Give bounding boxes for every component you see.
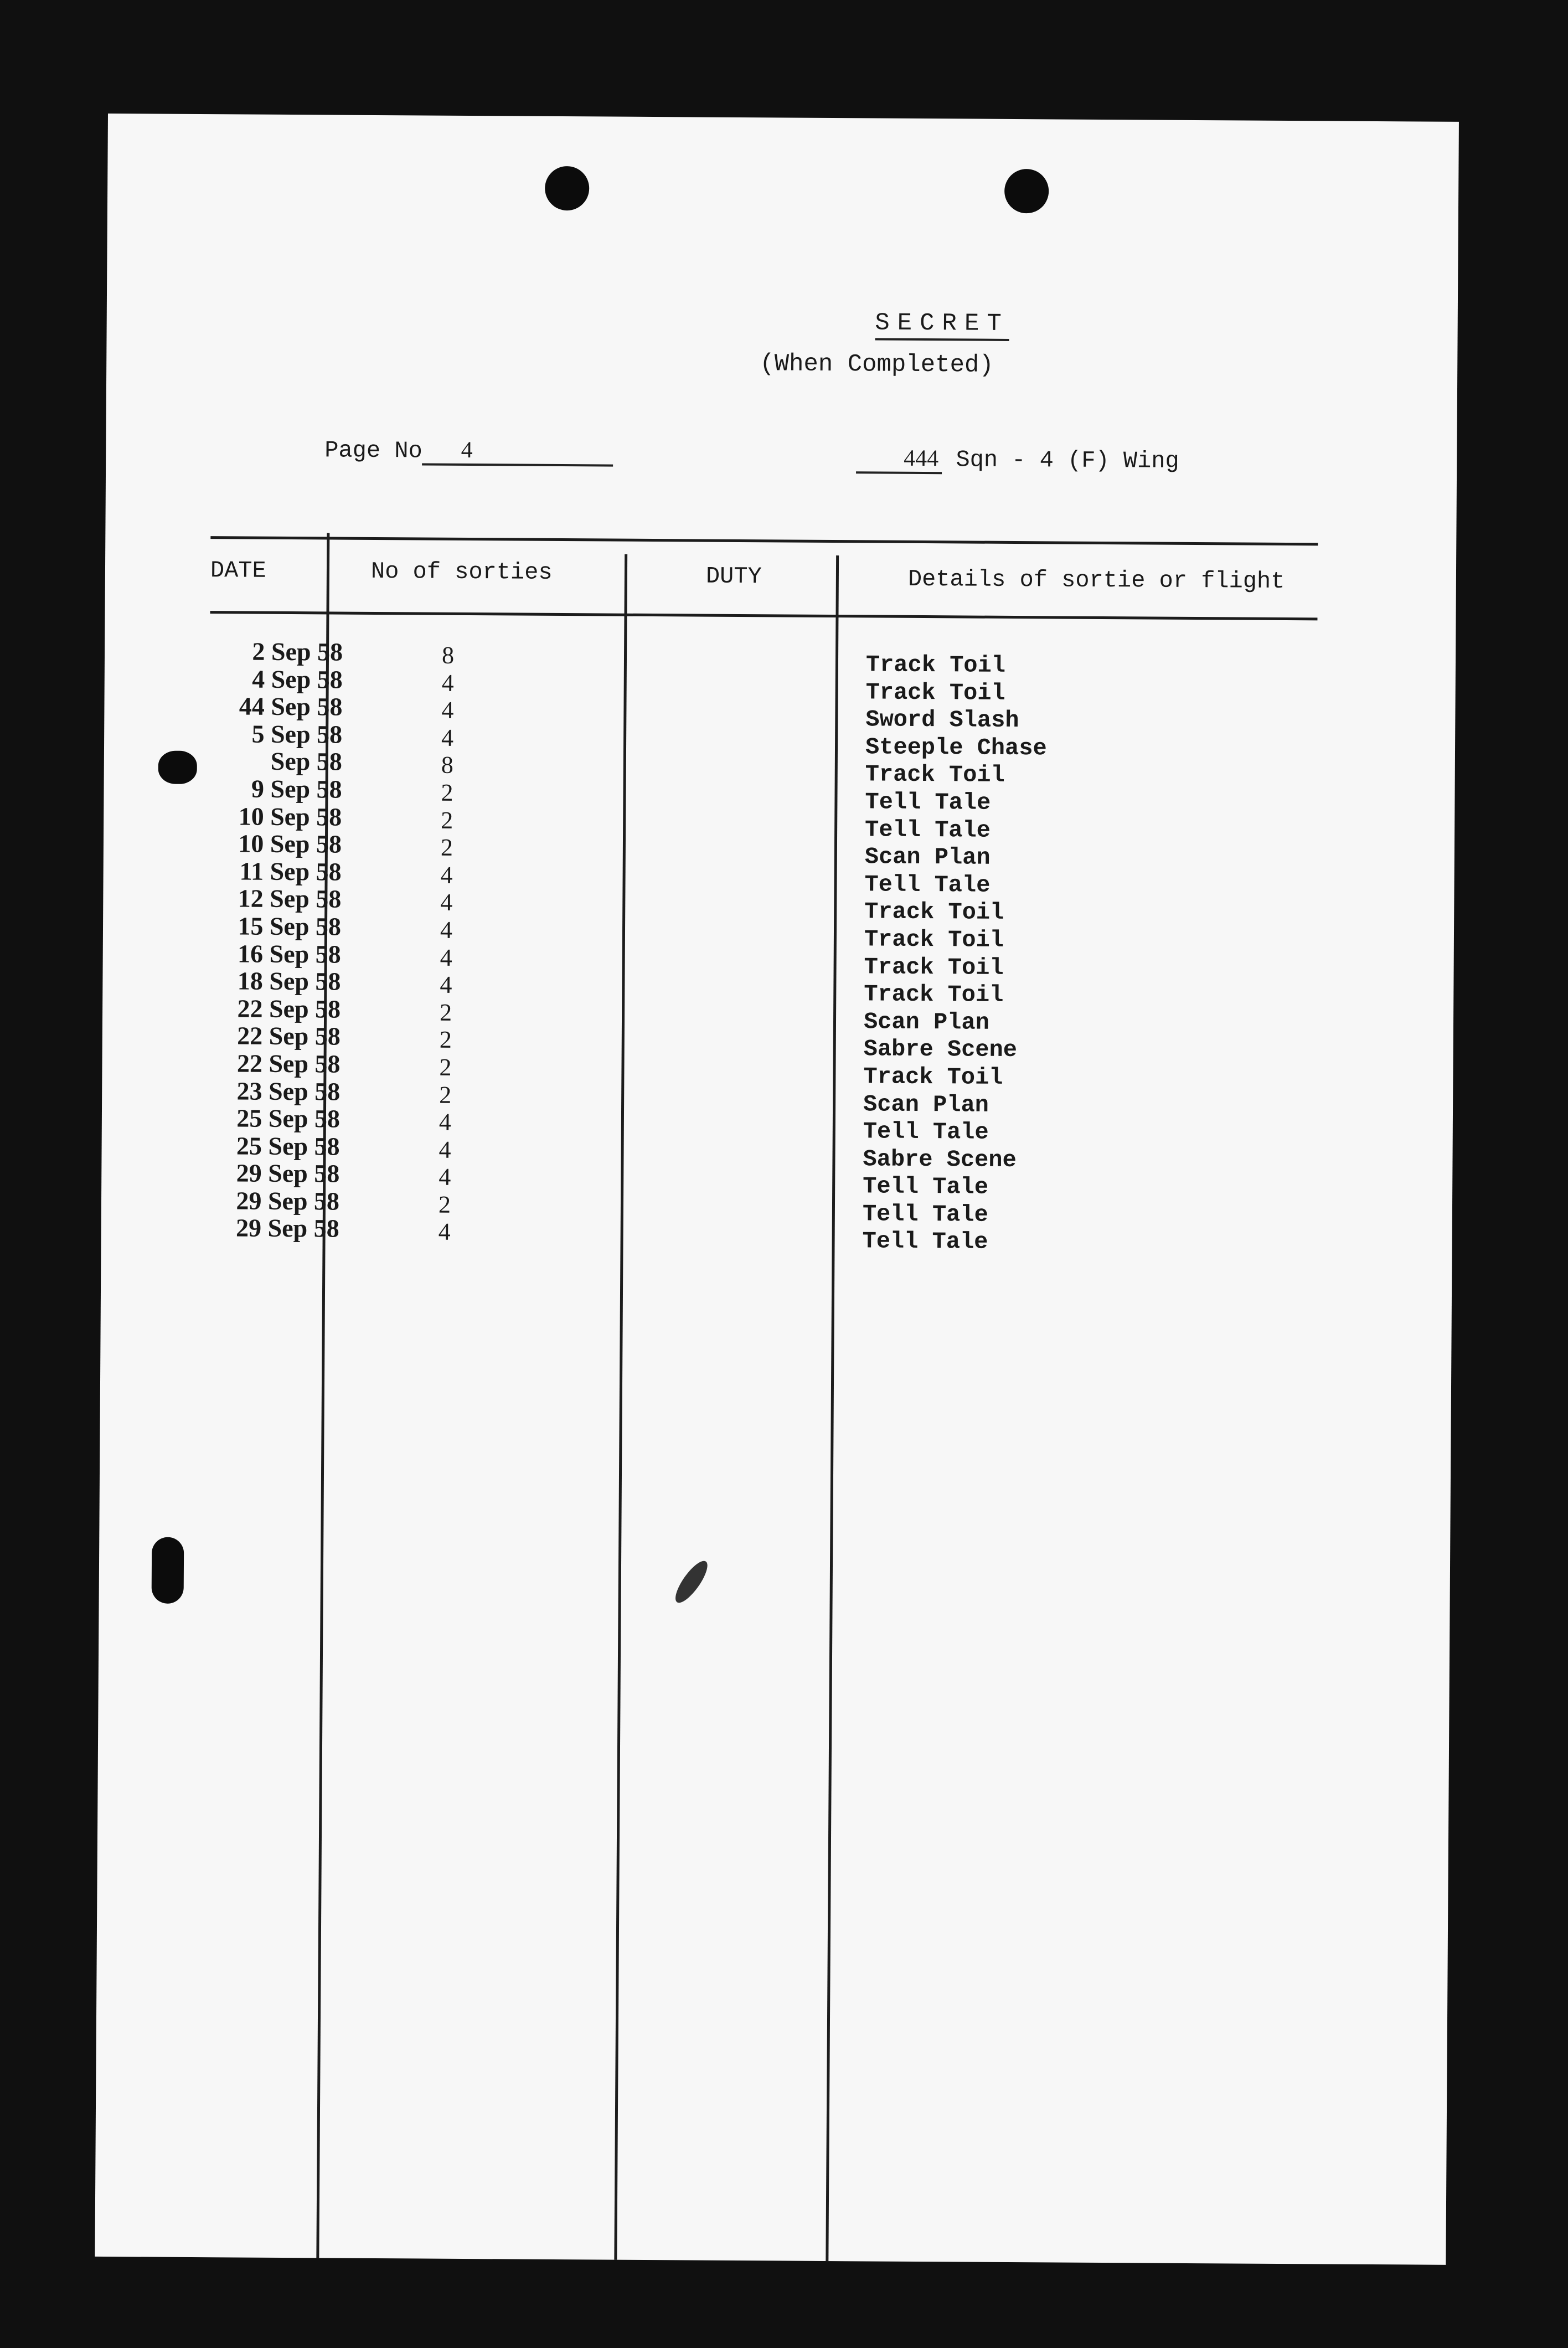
- date-cell: 44 Sep 58: [239, 692, 343, 721]
- date-cell: 29 Sep 58: [235, 1213, 339, 1243]
- details-cell: Scan Plan: [864, 843, 991, 871]
- punch-hole: [1004, 169, 1049, 213]
- header-date: DATE: [210, 557, 266, 584]
- unit-suffix: Sqn - 4 (F) Wing: [956, 446, 1179, 475]
- sorties-cell: 4: [440, 944, 452, 971]
- page-number-label: Page No: [324, 437, 422, 465]
- date-cell: 12 Sep 58: [238, 884, 342, 913]
- sorties-cell: 2: [441, 806, 453, 834]
- date-cell: 25 Sep 58: [236, 1131, 340, 1161]
- details-cell: Track Toil: [864, 926, 1004, 954]
- classification-subtitle: (When Completed): [760, 350, 994, 379]
- page-number-field: [324, 436, 613, 466]
- details-cell: Steeple Chase: [865, 734, 1047, 762]
- details-cell: Sword Slash: [865, 706, 1019, 734]
- sorties-cell: 4: [439, 1136, 451, 1163]
- date-cell: 22 Sep 58: [237, 994, 341, 1023]
- date-cell: 23 Sep 58: [236, 1076, 341, 1106]
- header-details: Details of sortie or flight: [907, 565, 1285, 595]
- sorties-cell: 4: [440, 971, 452, 998]
- date-cell: 16 Sep 58: [237, 939, 341, 969]
- punch-hole: [545, 166, 589, 210]
- sorties-cell: 2: [438, 1191, 451, 1218]
- details-cell: Tell Tale: [864, 871, 991, 899]
- date-cell: Sep 58: [270, 747, 343, 776]
- details-cell: Tell Tale: [862, 1228, 988, 1256]
- date-cell: 4 Sep 58: [252, 665, 343, 694]
- unit-field: [856, 445, 1179, 476]
- table-header-rule: [210, 611, 1317, 620]
- date-cell: 18 Sep 58: [237, 966, 341, 996]
- date-cell: 15 Sep 58: [238, 912, 342, 941]
- sorties-cell: 8: [441, 641, 455, 669]
- details-cell: Track Toil: [864, 898, 1004, 926]
- date-cell: 29 Sep 58: [236, 1158, 340, 1188]
- ink-smudge: [670, 1557, 713, 1607]
- date-cell: 5 Sep 58: [251, 719, 343, 749]
- details-cell: Sabre Scene: [863, 1036, 1018, 1064]
- details-cell: Scan Plan: [863, 1090, 989, 1119]
- details-cell: Track Toil: [863, 1063, 1003, 1091]
- punch-hole: [152, 1537, 184, 1604]
- header-sorties: No of sorties: [370, 558, 553, 586]
- date-cell: 22 Sep 58: [236, 1049, 341, 1078]
- date-cell: 11 Sep 58: [239, 857, 342, 886]
- date-cell: 2 Sep 58: [252, 637, 343, 666]
- details-cell: Track Toil: [864, 981, 1004, 1009]
- sorties-cell: 2: [439, 1053, 452, 1081]
- sorties-cell: 4: [440, 889, 453, 916]
- header-duty: DUTY: [705, 563, 762, 590]
- details-cell: Tell Tale: [864, 816, 991, 844]
- sorties-cell: 4: [440, 916, 453, 944]
- sorties-cell: 4: [441, 724, 454, 751]
- column-divider: [826, 555, 839, 2261]
- sorties-cell: 4: [439, 1108, 452, 1136]
- squadron-number: 444: [856, 445, 942, 474]
- details-cell: Scan Plan: [863, 1008, 989, 1036]
- details-column: [862, 651, 1198, 1258]
- details-cell: Tell Tale: [862, 1201, 988, 1228]
- details-cell: Sabre Scene: [863, 1146, 1017, 1173]
- sorties-cell: 2: [439, 998, 452, 1026]
- sorties-column: [428, 642, 465, 1246]
- classification-heading: SECRET: [107, 305, 1009, 338]
- details-cell: Tell Tale: [863, 1118, 989, 1146]
- sorties-cell: 2: [439, 1081, 452, 1109]
- details-cell: Tell Tale: [865, 789, 991, 816]
- sorties-cell: 4: [441, 669, 454, 697]
- date-cell: 10 Sep 58: [238, 802, 342, 831]
- sorties-cell: 8: [441, 751, 453, 779]
- page-number-value: 4: [422, 436, 613, 466]
- sorties-cell: 2: [441, 779, 453, 806]
- date-column: [146, 637, 349, 1242]
- sorties-cell: 4: [440, 861, 453, 889]
- details-cell: Tell Tale: [863, 1173, 989, 1201]
- sorties-cell: 4: [439, 1163, 451, 1191]
- sorties-cell: 4: [438, 1218, 451, 1246]
- details-cell: Track Toil: [865, 651, 1006, 679]
- sorties-cell: 2: [439, 1026, 452, 1054]
- document-page: [95, 114, 1459, 2265]
- details-cell: Track Toil: [865, 761, 1005, 789]
- date-cell: 25 Sep 58: [236, 1104, 341, 1133]
- details-cell: Track Toil: [865, 678, 1005, 707]
- sorties-cell: 2: [440, 833, 453, 861]
- date-cell: 9 Sep 58: [251, 774, 342, 804]
- ink-blot: [158, 751, 197, 784]
- column-divider: [614, 554, 627, 2260]
- date-cell: 29 Sep 58: [236, 1186, 340, 1216]
- sorties-cell: 4: [441, 696, 454, 724]
- date-cell: 10 Sep 58: [238, 829, 342, 858]
- date-cell: 22 Sep 58: [237, 1021, 341, 1051]
- table-top-rule: [210, 536, 1318, 545]
- details-cell: Track Toil: [864, 953, 1004, 981]
